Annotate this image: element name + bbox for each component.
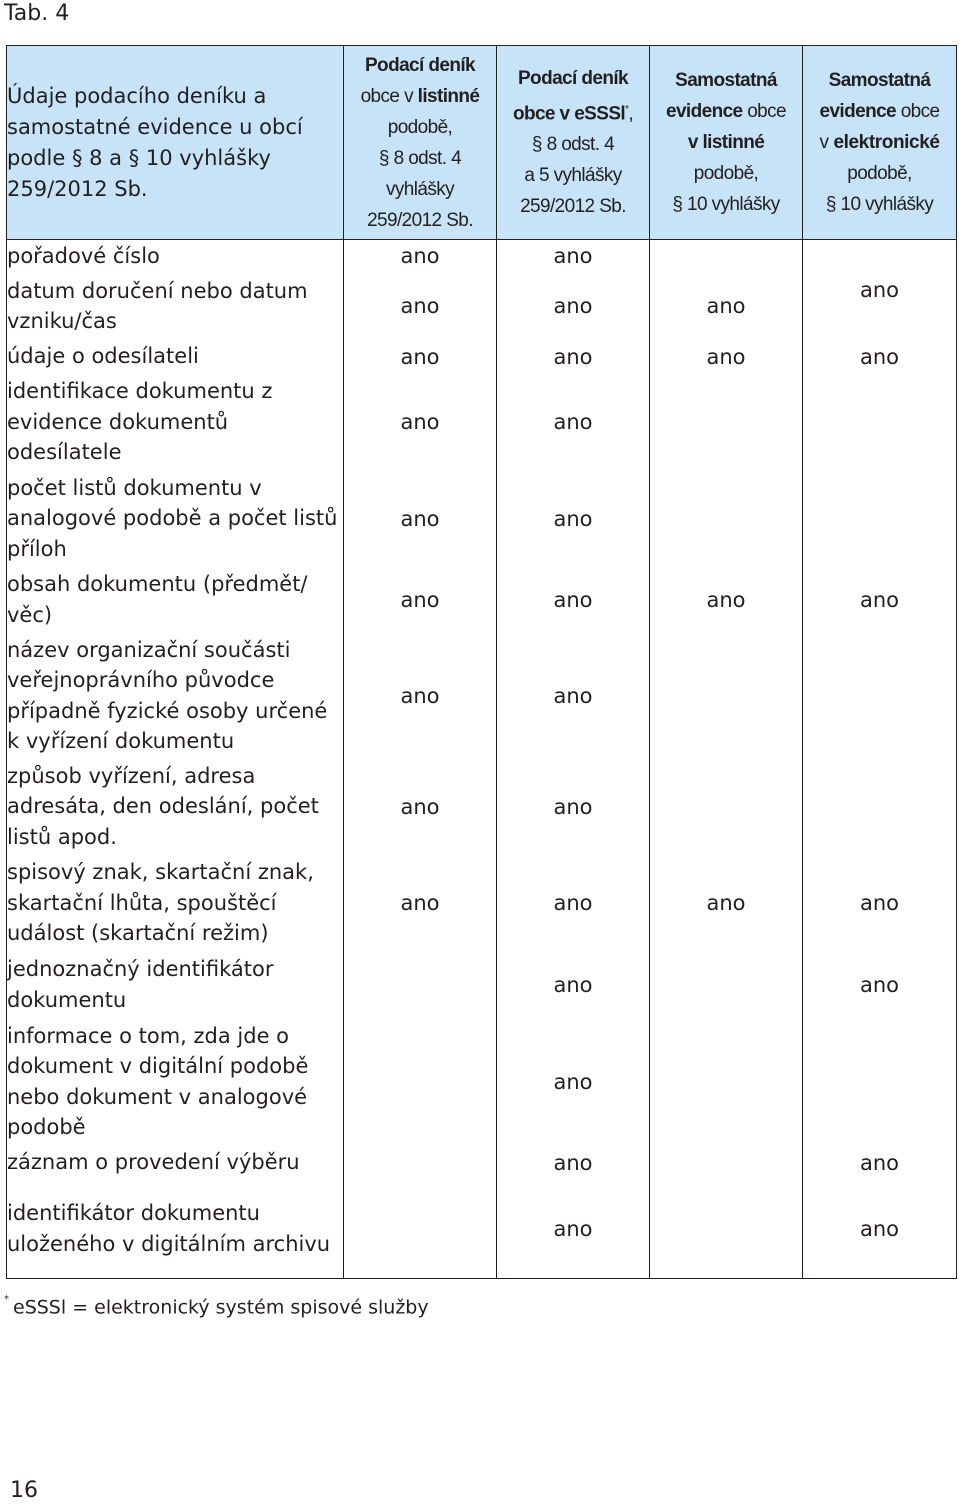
header-text: evidence [665,101,743,122]
table-row [7,1146,957,1180]
cell-value: ano [803,855,957,952]
header-text: podobě, [693,163,759,184]
cell-value: ano [650,273,803,340]
cell-value: ano [344,273,497,340]
header-samostatna-evidence-listinne [650,46,803,240]
header-text: § 10 vyhlášky [672,194,780,215]
cell-value [650,374,803,471]
header-text: podobě, [847,163,912,184]
row-label: počet listů dokumentu v analogové podobě a počet listů příloh [7,471,344,567]
table-row [7,855,957,952]
cell-value: ano [803,273,957,340]
header-text: obce [747,101,787,122]
data-table [6,45,957,1279]
cell-value: ano [650,340,803,374]
cell-value: ano [497,240,650,273]
cell-value: ano [803,1180,957,1279]
cell-value: ano [497,855,650,952]
cell-value: ano [803,1146,957,1180]
footnote-mark: * [625,103,629,115]
header-text: Podací deník [517,67,628,89]
cell-value: ano [497,759,650,855]
table-row [7,633,957,759]
row-label: pořadové číslo [7,240,344,273]
row-label: záznam o provedení výběru [7,1146,344,1180]
header-text: v listinné [687,132,765,153]
cell-value: ano [803,567,957,633]
table-header-row [7,46,957,240]
header-text: 259/2012 Sb. [520,196,626,218]
cell-value: ano [344,633,497,759]
row-label: údaje o odesílateli [7,340,344,374]
table-row [7,952,957,1018]
cell-value [803,1018,957,1146]
header-text: 259/2012 Sb. [367,209,473,231]
header-samostatna-evidence-elektronicke [803,46,957,240]
header-podaci-denik-esssl [497,46,650,240]
footnote-mark: * [4,1294,9,1305]
cell-value [650,1180,803,1279]
header-text: obce [900,101,940,122]
cell-value [650,633,803,759]
cell-value: ano [344,759,497,855]
cell-value [803,240,957,273]
cell-value: ano [497,1180,650,1279]
header-text: § 8 odst. 4 [531,134,615,156]
cell-value: ano [344,471,497,567]
cell-value: ano [497,1018,650,1146]
header-text: evidence [819,101,897,122]
row-label: identifikace dokumentu z evidence dokumentů odesílatele [7,374,344,471]
header-text: Samostatná [675,70,777,91]
table-row [7,759,957,855]
cell-value [803,633,957,759]
cell-value: ano [344,855,497,952]
cell-value [803,471,957,567]
page-number: 16 [10,1478,38,1503]
cell-value [650,952,803,1018]
row-label: název organizační součásti veřejnoprávního původce případně fyzické osoby určené k vyřízení dokumentu [7,633,344,759]
row-label: spisový znak, skartační znak, skartační lhůta, spouštěcí událost (skartační režim) [7,855,344,952]
table-caption: Tab. 4 [4,1,70,26]
header-text: a 5 vyhlášky [524,165,622,187]
cell-value [344,1180,497,1279]
cell-value [803,759,957,855]
cell-value: ano [497,1146,650,1180]
row-label: způsob vyřízení, adresa adresáta, den odeslání, počet listů apod. [7,759,344,855]
table-row [7,567,957,633]
header-text: listinné [417,85,480,107]
header-text: podobě, [387,116,453,138]
table-row [7,471,957,567]
cell-value: ano [803,340,957,374]
table-row [7,374,957,471]
footnote-text: eSSSl = elektronický systém spisové služby [13,1296,429,1319]
header-text: v [819,132,829,153]
cell-value: ano [803,952,957,1018]
table-row [7,340,957,374]
cell-value [650,471,803,567]
table-row [7,273,957,340]
header-text: , [628,103,634,125]
table-row [7,1180,957,1279]
cell-value: ano [344,567,497,633]
row-label: obsah dokumentu (předmět/ věc) [7,567,344,633]
footnote [4,1292,429,1319]
row-label: jednoznačný identifikátor dokumentu [7,952,344,1018]
header-first-column: Údaje podacího deníku a samostatné evidence u obcí podle § 8 a § 10 vyhlášky 259/2012 Sb. [7,46,344,240]
header-text: § 10 vyhlášky [825,194,934,215]
header-text: Podací deník [364,54,475,76]
cell-value: ano [497,633,650,759]
row-label: informace o tom, zda jde o dokument v digitální podobě nebo dokument v analogové podobě [7,1018,344,1146]
cell-value: ano [497,340,650,374]
cell-value [650,240,803,273]
header-text: obce v [360,85,413,107]
row-label: datum doručení nebo datum vzniku/čas [7,273,344,340]
cell-value [650,1146,803,1180]
cell-value: ano [497,374,650,471]
cell-value: ano [344,240,497,273]
cell-value: ano [497,273,650,340]
cell-value [650,1018,803,1146]
header-text: elektronické [833,132,940,153]
row-label: identifikátor dokumentu uloženého v digitálním archivu [7,1180,344,1279]
cell-value: ano [344,340,497,374]
cell-value: ano [650,567,803,633]
table-row [7,240,957,273]
header-text: vyhlášky [385,178,455,200]
table-row [7,1018,957,1146]
cell-value [344,1146,497,1180]
cell-value: ano [497,567,650,633]
cell-value: ano [344,374,497,471]
cell-value: ano [497,471,650,567]
cell-value: ano [497,952,650,1018]
header-text: Samostatná [828,70,931,91]
cell-value [344,952,497,1018]
cell-value [650,759,803,855]
header-text: § 8 odst. 4 [378,147,462,169]
header-podaci-denik-listinne [344,46,497,240]
cell-value: ano [650,855,803,952]
header-text: obce v eSSSl [512,103,626,125]
cell-value [803,374,957,471]
cell-value [344,1018,497,1146]
